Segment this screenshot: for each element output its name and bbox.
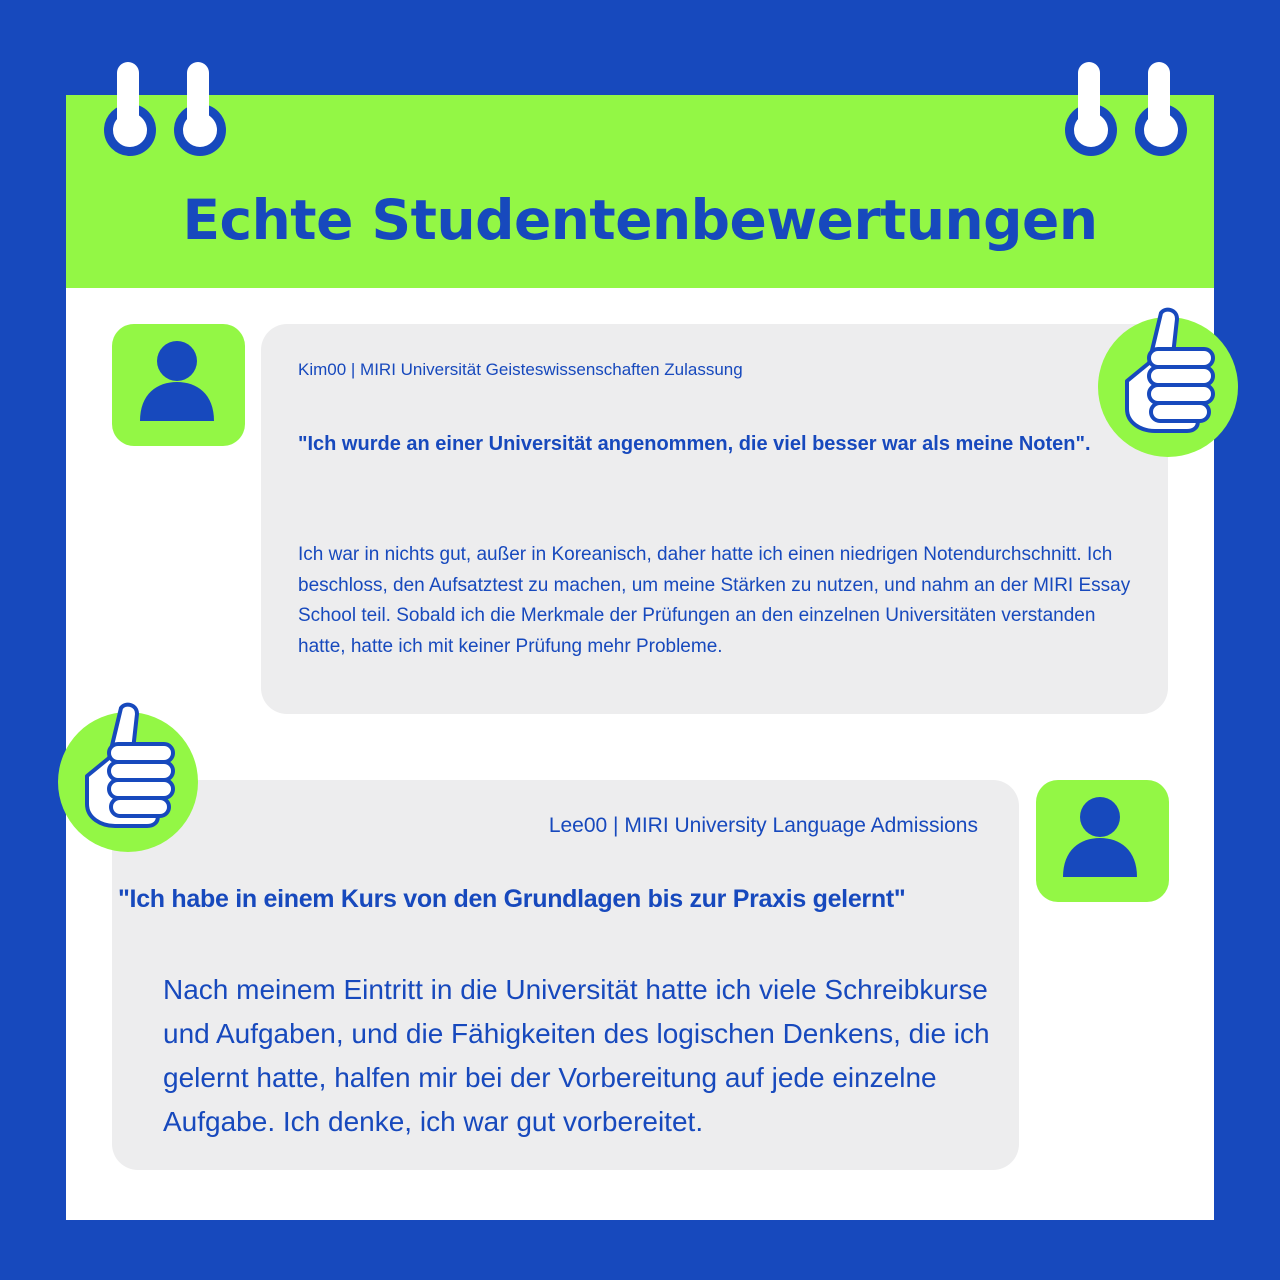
binder-ring-bar — [117, 62, 139, 136]
thumbs-up-icon — [1097, 305, 1239, 460]
review-quote: "Ich habe in einem Kurs von den Grundlagen bis zur Praxis gelernt" — [118, 885, 906, 913]
review-text: Nach meinem Eintritt in die Universität hatte ich viele Schreibkurse und Aufgaben, und die Fähigkeiten des logischen Denkens, die ich gelernt hatte, halfen mir bei der Vorbereitung auf jede einzelne Aufgabe. Ich denke, ich war gut vorbereitet. — [163, 974, 990, 1137]
binder-ring-bar — [1148, 62, 1170, 136]
review-text: Ich war in nichts gut, außer in Koreanisch, daher hatte ich einen niedrigen Notendurchschnitt. Ich beschloss, den Aufsatztest zu machen, um meine Stärken zu nutzen, und nahm an der MIRI Essay School teil. Sobald ich die Merkmale der Prüfungen an den einzelnen Universitäten verstanden hatte, hatte ich mit keiner Prüfung mehr Probleme. — [298, 544, 1131, 657]
user-icon — [112, 324, 245, 446]
user-icon — [1036, 780, 1169, 902]
page-title: Echte Studentenbewertungen — [182, 188, 1098, 252]
thumbs-up-icon — [57, 700, 199, 855]
review-quote: "Ich wurde an einer Universität angenommen, die viel besser war als meine Noten". — [298, 433, 1091, 455]
review-author: Lee00 | MIRI University Language Admissions — [548, 814, 978, 837]
binder-ring-bar — [1078, 62, 1100, 136]
binder-ring-bar — [187, 62, 209, 136]
review-author: Kim00 | MIRI Universität Geisteswissenschaften Zulassung — [298, 360, 743, 379]
